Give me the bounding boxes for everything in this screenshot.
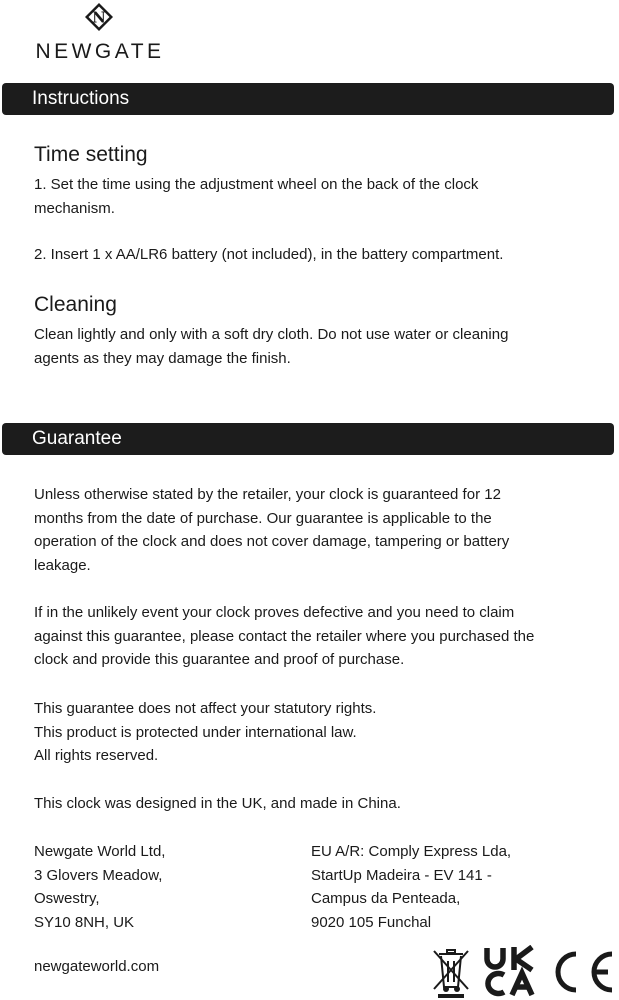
newgate-n-diamond-icon: [84, 2, 114, 32]
uk-address: [34, 840, 165, 934]
guarantee-header: Guarantee: [2, 423, 614, 455]
step-1-line: mechanism.: [34, 199, 115, 217]
ce-mark-icon: [546, 949, 616, 995]
guarantee-line: If in the unlikely event your clock proves defective and you need to claim: [34, 604, 515, 621]
ukca-mark-icon: [484, 945, 536, 997]
origin-statement: [34, 792, 401, 816]
cleaning-line: agents as they may damage the finish.: [34, 349, 291, 367]
time-setting-heading: Time setting: [34, 143, 148, 166]
guarantee-line: operation of the clock and does not cover damage, tampering or battery: [34, 533, 510, 550]
guarantee-paragraph-3: [34, 697, 376, 768]
guarantee-paragraph-1: [34, 483, 509, 577]
guarantee-line: All rights reserved.: [34, 747, 159, 764]
step-2-line: 2. Insert 1 x AA/LR6 battery (not included), in the battery compartment.: [34, 246, 504, 263]
guarantee-line: months from the date of purchase. Our guarantee is applicable to the: [34, 509, 492, 527]
svg-text:N: N: [92, 8, 106, 27]
address-line: Campus da Penteada,: [311, 890, 461, 907]
step-1-line: 1. Set the time using the adjustment wheel on the back of the clock: [34, 176, 479, 193]
guarantee-paragraph-2: [34, 601, 534, 672]
origin-line: This clock was designed in the UK, and made in China.: [34, 795, 401, 812]
website-link[interactable]: newgateworld.com: [34, 958, 160, 975]
eu-address: [311, 840, 511, 934]
crossed-out-bin-icon: [430, 947, 472, 999]
time-setting-step-1: [34, 173, 478, 220]
address-line: StartUp Madeira - EV 141 -: [311, 866, 492, 884]
cleaning-line: Clean lightly and only with a soft dry cloth. Do not use water or cleaning: [34, 326, 509, 343]
guarantee-line: leakage.: [34, 556, 91, 574]
address-line: EU A/R: Comply Express Lda,: [311, 843, 512, 860]
compliance-marks: [430, 945, 616, 1000]
address-line: Oswestry,: [34, 890, 100, 907]
guarantee-line: This guarantee does not affect your statutory rights.: [34, 700, 377, 717]
guarantee-line: This product is protected under international law.: [34, 723, 357, 741]
address-line: Newgate World Ltd,: [34, 843, 166, 860]
address-line: SY10 8NH, UK: [34, 913, 135, 931]
instructions-header: Instructions: [2, 83, 614, 115]
guarantee-line: against this guarantee, please contact the retailer where you purchased the: [34, 627, 535, 645]
brand-name: NEWGATE: [35, 40, 165, 63]
address-line: 9020 105 Funchal: [311, 913, 432, 931]
cleaning-text: [34, 323, 508, 370]
cleaning-heading: Cleaning: [34, 293, 117, 316]
newgate-logo: [0, 0, 200, 70]
guarantee-line: clock and provide this guarantee and proof of purchase.: [34, 651, 405, 668]
guarantee-line: Unless otherwise stated by the retailer, your clock is guaranteed for 12: [34, 486, 501, 503]
time-setting-step-2: [34, 243, 503, 267]
address-line: 3 Glovers Meadow,: [34, 866, 163, 884]
